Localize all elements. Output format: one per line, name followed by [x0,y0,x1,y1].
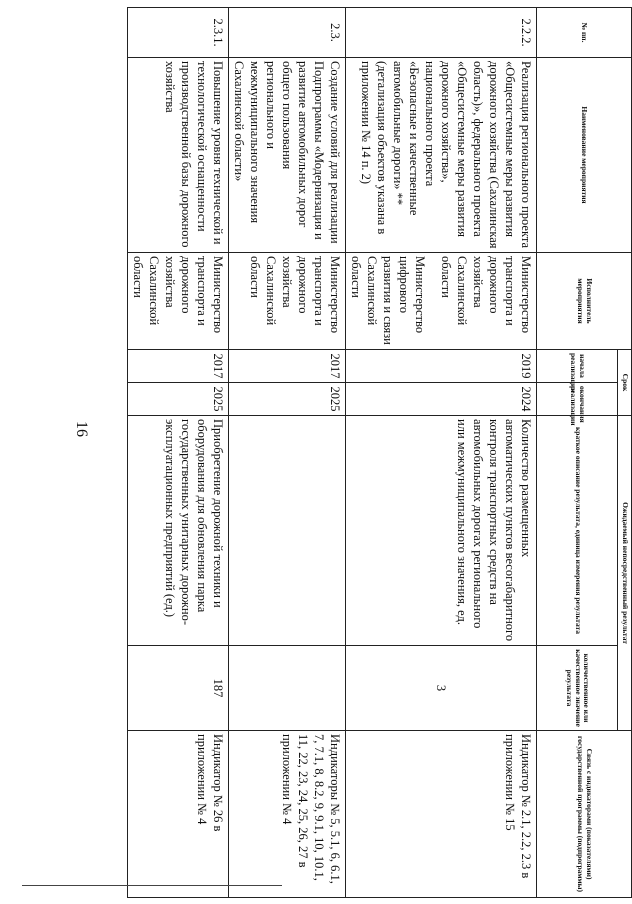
executor-cell [346,253,537,350]
executor: Министерство транспорта и дорожного хозяйства Сахалинской области [128,253,229,350]
row-num: 2.2.2. [346,8,537,58]
rotated-table-frame [131,0,632,904]
start-year: 2017 [128,350,229,383]
measure-name: Создание условий для реализации Подпрограммы «Модернизация и развитие автомобильных дорог общего пользования регионального и межмуниципального значения Сахалинской области» [229,58,346,253]
header-executor: Исполнитель мероприятия [537,253,632,350]
header-row [618,8,632,898]
result-description: Количество размещенных автоматических пунктов весогабаритного контроля транспортных средств на автомобильных дорогах регионального или межмуниципального значения, ед. [346,416,537,646]
header-name: Наименование мероприятия [537,58,632,253]
header-link: Связь с индикаторами (показателями) государственной программы (подпрограммы) [537,731,632,898]
measure-name: Реализация регионального проекта «Общесистемные меры развития дорожного хозяйства (Сахалинская область)», федерального проекта «Общесистемные меры развития дорожного хозяйства», национального проекта «Безопасные и качественные автомобильные дороги» ** (детализация объектов указана в приложении № 14 п. 2) [346,58,537,253]
table-row [346,8,537,898]
start-year: 2017 [229,350,346,383]
result-description [229,416,346,646]
result-value: 187 [128,646,229,731]
result-value: 3 [346,646,537,731]
footnote-divider [22,885,282,886]
header-result: Ожидаемый непосредственный результат [618,416,632,731]
table-row [229,8,346,898]
executor: Министерство транспорта и дорожного хозяйства Сахалинской области [439,256,534,334]
executor: Министерство транспорта и дорожного хозяйства Сахалинской области [229,253,346,350]
header-result-value: количественное или качественное значение результата [537,646,618,731]
end-year: 2025 [128,383,229,416]
measures-table [127,7,632,898]
result-value [229,646,346,731]
table-row [128,8,229,898]
header-start: начала реализации [537,350,618,383]
indicator-link: Индикаторы № 5, 5.1, 6, 6.1, 7, 7.1, 8, 8.2, 9, 9.1, 10, 10.1, 11, 22, 23, 24, 25, 26, 27 в приложении № 4 [229,731,346,898]
header-term: Срок [618,350,632,416]
end-year: 2024 [346,383,537,416]
header-result-desc: краткое описание результата, единица измерения результата [537,416,618,646]
end-year: 2025 [229,383,346,416]
row-num: 2.3.1. [128,8,229,58]
start-year: 2019 [346,350,537,383]
indicator-link: Индикатор № 2.1, 2.2, 2.3 в приложении № 15 [346,731,537,898]
header-num: № пп. [537,8,632,58]
page-number: 16 [73,421,90,437]
result-description: Приобретение дорожной техники и оборудования для обновления парка государственных унитарных дорожно-эксплуатационных предприятий (ед.) [128,416,229,646]
row-num: 2.3. [229,8,346,58]
executor-secondary: Министерство цифрового развития и связи Сахалинской области [349,256,428,345]
measure-name: Повышение уровня технической и технологической оснащенности производственной базы дорожного хозяйства [128,58,229,253]
indicator-link: Индикатор № 26 в приложении № 4 [128,731,229,898]
header-end: окончания реализации [537,383,618,416]
